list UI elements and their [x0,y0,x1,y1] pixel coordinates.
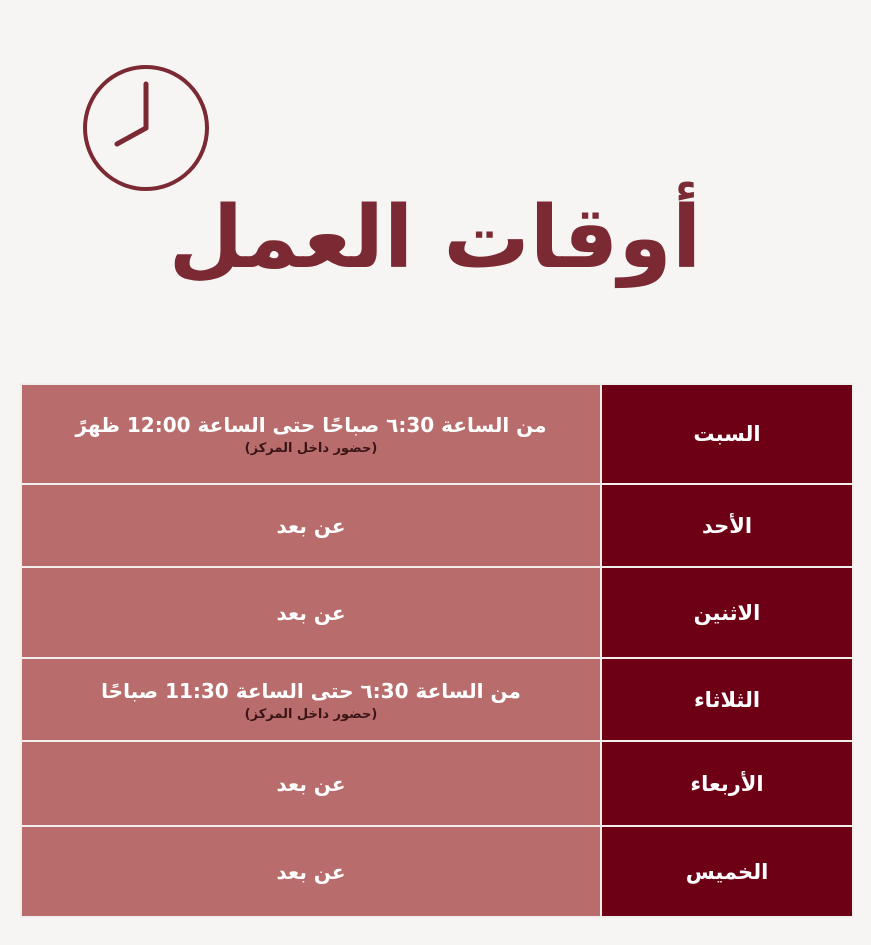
hours-cell [21,384,601,484]
table-row [21,741,853,826]
working-hours-table [20,383,854,916]
day-cell: الأربعاء [601,741,853,826]
table-row [21,384,853,484]
schedule-table [20,383,854,918]
day-cell: الثلاثاء [601,658,853,741]
hours-text: عن بعد [276,859,346,884]
hours-cell [21,826,601,917]
hours-text: من الساعة ٦:30 صباحًا حتى الساعة 12:00 ظهرً [75,413,547,437]
table-row [21,658,853,741]
hours-cell [21,484,601,567]
page-title: أوقات العمل [168,188,702,288]
day-cell: الاثنين [601,567,853,658]
hours-text: عن بعد [276,513,346,538]
day-cell: السبت [601,384,853,484]
hours-note: (حضور داخل المركز) [244,706,378,722]
day-cell: الأحد [601,484,853,567]
table-row [21,567,853,658]
hours-cell [21,658,601,741]
hours-cell [21,741,601,826]
clock-icon [80,62,212,194]
day-cell: الخميس [601,826,853,917]
table-row [21,484,853,567]
hours-text: عن بعد [276,771,346,796]
hours-text: من الساعة ٦:30 حتى الساعة 11:30 صباحًا [101,678,521,703]
hours-text: عن بعد [276,600,346,625]
table-row [21,826,853,917]
hours-note: (حضور داخل المركز) [244,441,378,456]
header [0,0,871,340]
hours-cell [21,567,601,658]
